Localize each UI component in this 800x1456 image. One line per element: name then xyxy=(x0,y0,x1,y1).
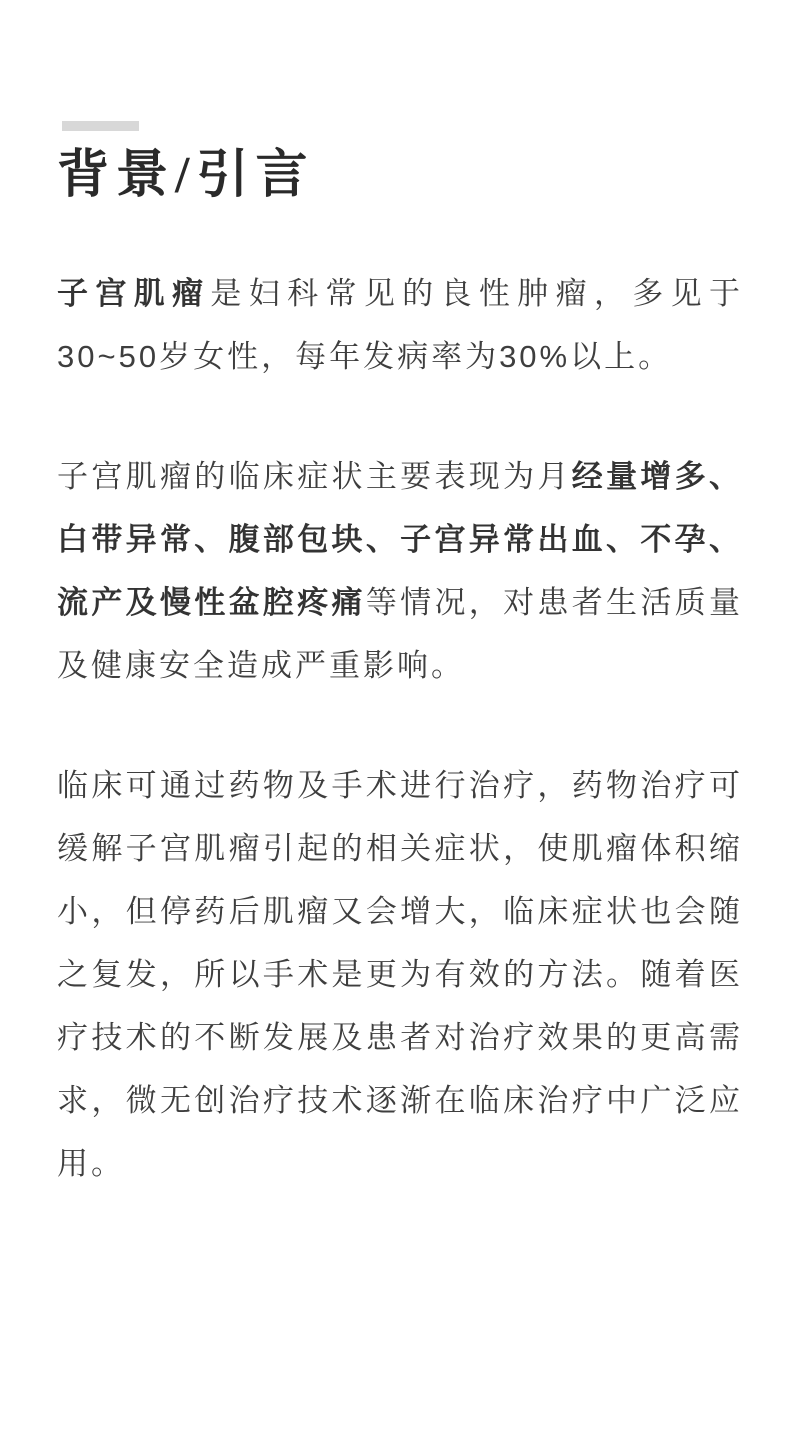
text-run: 临床可通过药物及手术进行治疗，药物治疗可缓解子宫肌瘤引起的相关症状，使肌瘤体积缩小，但停药后肌瘤又会增大，临床症状也会随之复发，所以手术是更为有效的方法。随着医疗技术的不断发展及患者对治疗效果的更高需求，微无创治疗技术逐渐在临床治疗中广泛应用。 xyxy=(57,768,743,1182)
bold-text-run: 经量增多、白带异常、腹部包块、子宫异常出血、不孕、流产及慢性盆腔疼痛 xyxy=(57,459,744,621)
paragraph xyxy=(57,262,743,388)
bold-text-run: 子宫肌瘤 xyxy=(57,276,211,312)
text-run: 子宫肌瘤的临床症状主要表现为月 xyxy=(57,459,572,495)
page-title: 背景/引言 xyxy=(57,147,315,204)
accent-bar xyxy=(62,121,139,131)
paragraph xyxy=(57,754,743,1195)
paragraph xyxy=(57,445,743,697)
article-body xyxy=(57,262,743,1195)
text-run: 等情况，对患者生活质量及健康安全造成严重影响。 xyxy=(57,585,744,684)
article-page xyxy=(0,121,800,1195)
text-run: 是妇科常见的良性肿瘤，多见于30~50岁女性，每年发病率为30%以上。 xyxy=(57,276,744,375)
